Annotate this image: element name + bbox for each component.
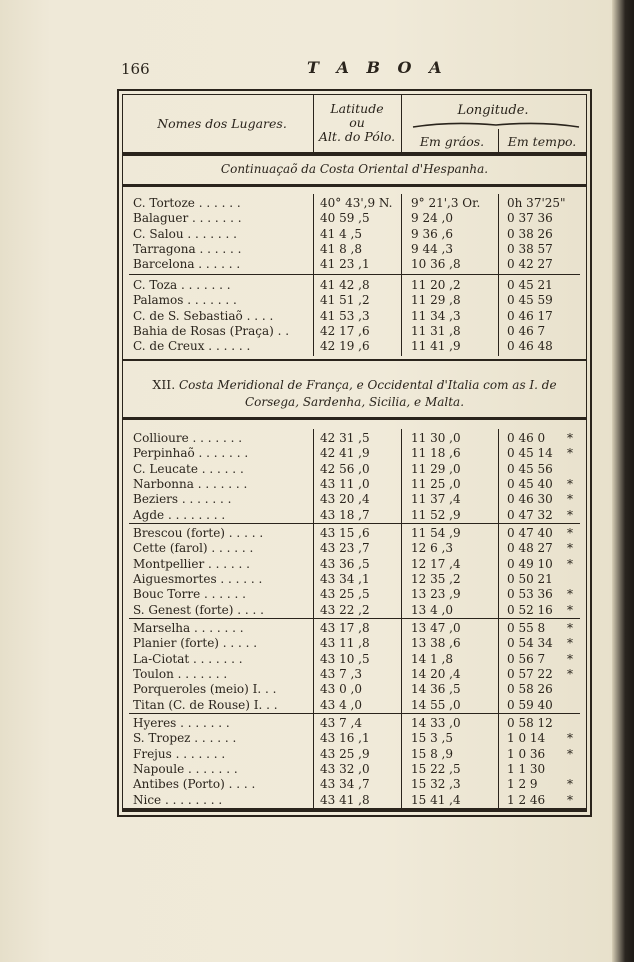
table-row [123,621,586,636]
cell-lat: 42 56 ,0 [320,461,370,476]
cell-time: 0 38 57 [507,241,553,256]
cell-time: 0 47 32 [507,507,553,522]
cell-lat: 43 7 ,4 [320,716,362,730]
running-title: T A B O A [307,58,448,77]
header-rule [123,152,586,156]
cell-star: * [567,507,573,522]
table-row [123,293,586,308]
table-row [123,572,586,587]
cell-lat: 43 36 ,5 [320,556,370,571]
cell-star: * [567,476,573,491]
cell-time: 0 48 27 [507,541,553,556]
cell-lon: 11 30 ,0 [411,431,461,445]
cell-lon: 15 22 ,5 [411,761,461,776]
cell-time: 0 58 26 [507,682,553,697]
cell-name: Montpellier . . . . . . [133,556,250,571]
cell-lat: 41 8 ,8 [320,241,362,256]
cell-lon: 11 25 ,0 [411,476,461,491]
table-row [123,339,586,354]
table-row [123,541,586,556]
table-row [123,242,586,257]
cell-name: Toulon . . . . . . . [133,666,228,681]
cell-time: 1 2 9 [507,777,538,792]
cell-time: 0 59 40 [507,697,553,712]
group-rule [129,274,580,275]
cell-name: Napoule . . . . . . . [133,761,238,776]
cell-lat: 40 59 ,5 [320,211,370,226]
cell-lat: 43 0 ,0 [320,682,362,697]
cell-time: 0 38 26 [507,226,553,241]
cell-name: Planier (forte) . . . . . [133,636,258,651]
cell-lat: 43 16 ,1 [320,731,370,746]
cell-lat: 43 10 ,5 [320,651,370,666]
cell-lat: 42 31 ,5 [320,431,370,445]
table-frame [117,89,592,817]
cell-star: * [567,621,573,635]
table-header [123,95,586,155]
cell-lon: 9 44 ,3 [411,241,453,256]
group-rule [129,523,580,524]
cell-name: C. Toza . . . . . . . [133,278,231,292]
cell-name: S. Tropez . . . . . . [133,731,237,746]
section-title-line1: Costa Meridional de França, e Occidental d'Italia com as I. de [179,378,557,392]
cell-lon: 15 8 ,9 [411,746,453,761]
cell-name: Barcelona . . . . . . [133,257,241,272]
table-bottom-rule [123,808,586,811]
header-divider [313,95,314,153]
cell-name: Aiguesmortes . . . . . . [133,571,263,586]
table-row [123,716,586,731]
cell-name: Narbonna . . . . . . . [133,476,248,491]
cell-name: Bouc Torre . . . . . . [133,587,246,602]
cell-time: 0 42 27 [507,257,553,272]
table-row [123,652,586,667]
cell-star: * [567,792,573,807]
table-row [123,196,586,211]
cell-name: Bahia de Rosas (Praça) . . [133,323,290,338]
cell-time: 0 45 21 [507,278,553,292]
cell-star: * [567,526,573,540]
table-row [123,211,586,226]
cell-lat: 43 15 ,6 [320,526,370,540]
cell-star: * [567,492,573,507]
cell-name: Marselha . . . . . . . [133,621,244,635]
cell-lat: 43 20 ,4 [320,492,370,507]
cell-lat: 41 53 ,3 [320,308,370,323]
cell-star: * [567,446,573,461]
cell-lat: 43 25 ,5 [320,587,370,602]
cell-star: * [567,602,573,617]
col-lat-line3: Alt. do Pólo. [318,129,396,144]
cell-lon: 11 18 ,6 [411,446,461,461]
table-row [123,508,586,523]
cell-lon: 14 33 ,0 [411,716,461,730]
cell-lat: 41 4 ,5 [320,226,362,241]
cell-lat: 42 19 ,6 [320,339,370,354]
table-row [123,557,586,572]
table-row [123,777,586,792]
table-row [123,324,586,339]
section-title-xii [131,376,578,411]
cell-lat: 43 18 ,7 [320,507,370,522]
cell-lat: 43 17 ,8 [320,621,370,635]
cell-time: 0 53 36 [507,587,553,602]
cell-time: 0 45 59 [507,293,553,308]
cell-time: 0 37 36 [507,211,553,226]
cell-lon: 14 36 ,5 [411,682,461,697]
cell-time: 1 1 30 [507,761,546,776]
cell-time: 1 0 14 [507,731,546,746]
cell-lon: 12 17 ,4 [411,556,461,571]
cell-star: * [567,587,573,602]
group-rule [129,618,580,619]
table-row [123,731,586,746]
cell-lon: 11 41 ,9 [411,339,461,354]
cell-time: 0 57 22 [507,666,553,681]
brace-ornament [411,119,581,129]
cell-time: 0 46 30 [507,492,553,507]
cell-name: Collioure . . . . . . . [133,431,243,445]
table-row [123,762,586,777]
cell-lat: 42 17 ,6 [320,323,370,338]
col-degrees-header: Em gráos. [419,134,485,149]
cell-time: 0 46 48 [507,339,553,354]
section-body [123,429,586,809]
table-inner-border [122,94,587,812]
cell-time: 0 45 14 [507,446,553,461]
table-row [123,698,586,713]
cell-star: * [567,556,573,571]
cell-lon: 14 20 ,4 [411,666,461,681]
cell-name: Beziers . . . . . . . [133,492,232,507]
cell-lon: 12 6 ,3 [411,541,453,556]
section-title-line2: Corsega, Sardenha, Sicilia, e Malta. [244,395,465,409]
cell-lon: 15 41 ,4 [411,792,461,807]
cell-lon: 13 23 ,9 [411,587,461,602]
cell-lat: 42 41 ,9 [320,446,370,461]
cell-lat: 43 23 ,7 [320,541,370,556]
table-row [123,431,586,446]
cell-lat: 43 11 ,8 [320,636,370,651]
cell-time: 0 54 34 [507,636,553,651]
cell-time: 0 47 40 [507,526,553,540]
section-title: Continuaçaõ da Costa Oriental d'Hespanha. [220,162,489,176]
cell-name: Antibes (Porto) . . . . [133,777,256,792]
cell-star: * [567,636,573,651]
table-row [123,278,586,293]
cell-lon: 11 29 ,8 [411,293,461,308]
table-row [123,462,586,477]
cell-lon: 9 24 ,0 [411,211,453,226]
cell-lat: 41 51 ,2 [320,293,370,308]
cell-lat: 43 25 ,9 [320,746,370,761]
table-row [123,636,586,651]
group-rule [129,713,580,714]
book-spine [612,0,634,962]
cell-lon: 11 20 ,2 [411,278,461,292]
cell-time: 0 45 56 [507,461,553,476]
table-row [123,257,586,272]
table-row [123,227,586,242]
cell-star: * [567,746,573,761]
table-row [123,603,586,618]
cell-lon: 13 4 ,0 [411,602,453,617]
cell-star: * [567,541,573,556]
table-row [123,682,586,697]
section-rule [123,417,586,420]
cell-lon: 11 37 ,4 [411,492,461,507]
cell-lat: 43 32 ,0 [320,761,370,776]
col-lon-header: Longitude. [457,103,529,118]
cell-lon: 15 32 ,3 [411,777,461,792]
table-row [123,309,586,324]
header-divider [498,129,499,153]
cell-lat: 43 22 ,2 [320,602,370,617]
cell-lon: 11 34 ,3 [411,308,461,323]
cell-name: Palamos . . . . . . . [133,293,237,308]
cell-lat: 43 34 ,1 [320,571,370,586]
cell-lon: 14 1 ,8 [411,651,453,666]
cell-name: C. Salou . . . . . . . [133,226,237,241]
cell-lon: 11 31 ,8 [411,323,461,338]
cell-star: * [567,651,573,666]
cell-time: 0 52 16 [507,602,553,617]
col-lat-header [316,102,398,144]
section-number: XII. [152,377,176,392]
cell-name: Porqueroles (meio) I. . . [133,682,277,697]
cell-time: 0 45 40 [507,476,553,491]
col-lat-line2: ou [349,115,365,130]
cell-star: * [567,666,573,681]
cell-name: Cette (farol) . . . . . . [133,541,254,556]
cell-lat: 41 23 ,1 [320,257,370,272]
section-rule [123,359,586,361]
cell-lon: 11 54 ,9 [411,526,461,540]
cell-name: Agde . . . . . . . . [133,507,226,522]
section-body [123,194,586,356]
cell-star: * [567,777,573,792]
cell-time: 1 0 36 [507,746,546,761]
cell-time: 1 2 46 [507,792,546,807]
header-divider [401,95,402,153]
cell-name: S. Genest (forte) . . . . [133,602,264,617]
cell-name: Tarragona . . . . . . [133,241,242,256]
cell-name: C. de S. Sebastiaõ . . . . [133,308,274,323]
cell-lon: 11 52 ,9 [411,507,461,522]
table-row [123,446,586,461]
cell-name: Frejus . . . . . . . [133,746,226,761]
table-row [123,492,586,507]
table-row [123,793,586,808]
cell-lon: 11 29 ,0 [411,461,461,476]
cell-lat: 41 42 ,8 [320,278,370,292]
cell-time: 0h 37'25" [507,196,566,210]
cell-star: * [567,731,573,746]
cell-lat: 43 4 ,0 [320,697,362,712]
cell-star: * [567,431,573,445]
cell-time: 0 46 7 [507,323,546,338]
cell-lon: 9° 21',3 Or. [411,196,481,210]
cell-time: 0 46 0 [507,431,546,445]
cell-name: Hyeres . . . . . . . [133,716,230,730]
table-row [123,747,586,762]
cell-name: Brescou (forte) . . . . . [133,526,264,540]
cell-lon: 15 3 ,5 [411,731,453,746]
cell-name: Nice . . . . . . . . [133,792,223,807]
cell-time: 0 49 10 [507,556,553,571]
cell-lat: 40° 43',9 N. [320,196,393,210]
cell-name: Perpinhaõ . . . . . . . [133,446,249,461]
cell-lon: 12 35 ,2 [411,571,461,586]
col-lat-line1: Latitude [330,101,384,116]
section-rule [123,184,586,187]
table-row [123,526,586,541]
cell-name: Titan (C. de Rouse) I. . . [133,697,278,712]
cell-time: 0 56 7 [507,651,546,666]
table-row [123,587,586,602]
cell-lat: 43 41 ,8 [320,792,370,807]
cell-time: 0 46 17 [507,308,553,323]
cell-name: C. Tortoze . . . . . . [133,196,241,210]
cell-name: Balaguer . . . . . . . [133,211,242,226]
cell-time: 0 58 12 [507,716,553,730]
cell-name: C. de Creux . . . . . . [133,339,251,354]
cell-lon: 13 47 ,0 [411,621,461,635]
cell-time: 0 55 8 [507,621,546,635]
cell-name: C. Leucate . . . . . . [133,461,244,476]
col-time-header: Em tempo. [507,134,577,149]
cell-lat: 43 7 ,3 [320,666,362,681]
cell-lon: 9 36 ,6 [411,226,453,241]
cell-lat: 43 11 ,0 [320,476,370,491]
cell-lon: 10 36 ,8 [411,257,461,272]
table-row [123,667,586,682]
cell-lat: 43 34 ,7 [320,777,370,792]
cell-time: 0 50 21 [507,571,553,586]
cell-name: La-Ciotat . . . . . . . [133,651,243,666]
page-number: 166 [121,60,150,78]
table-row [123,477,586,492]
col-names-header: Nomes dos Lugares. [157,116,287,131]
cell-lon: 14 55 ,0 [411,697,461,712]
cell-lon: 13 38 ,6 [411,636,461,651]
